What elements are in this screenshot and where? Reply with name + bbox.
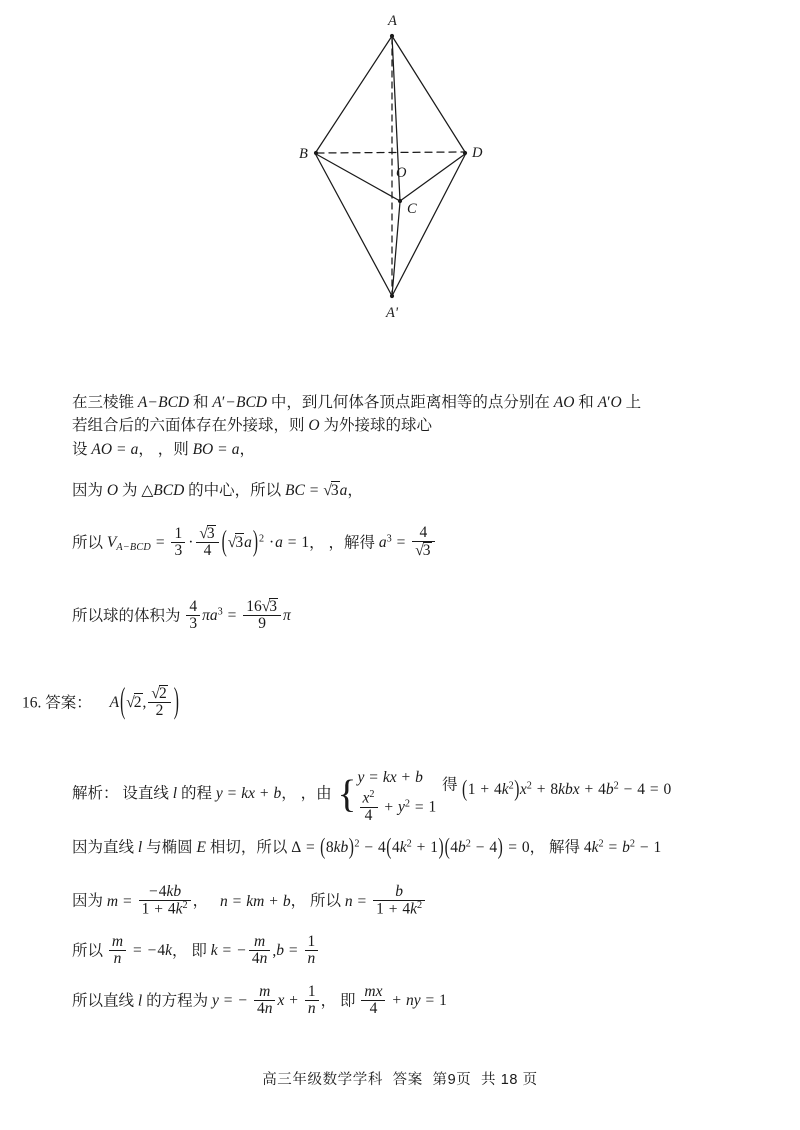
vertex-dot-C [398, 199, 402, 203]
p15-line-1 [72, 390, 641, 415]
page-footer [0, 1068, 800, 1089]
p15-line-4: 因为 O 为 △BCD 的中心，所以 BC = √3a， [72, 482, 363, 499]
p15-eq-BC: BC = √3a [285, 482, 348, 499]
p15-seg-AprimeO: A′O [597, 394, 622, 411]
p16-number: 16. [22, 694, 42, 712]
p16-s4-text-b: 即 [191, 942, 207, 960]
p16-analysis-label: 解析： [72, 785, 119, 803]
p16-answer-point: A(√2, $\frac{√2}{2}$ ) [109, 682, 179, 722]
p16-analysis-line-1: 解析： 设直线 l 的程 y = kx + b， ，由 { y = kx + b $\frac{x^2}{4}$ + $y^2 = 1$ 得 $(1 + 4k^2)x^2 + 8kbx + 4b^2 - 4 = 0$ [72, 765, 671, 824]
p16-line-l-3: l [137, 992, 143, 1010]
p15-l5-text-a: 所以 [72, 534, 104, 552]
p15-pyramid-1: A−BCD [137, 394, 190, 411]
p16-s1-result: $(1 + 4k^2)x^2 + 8kbx + 4b^2 - 4 = 0$ [462, 776, 672, 802]
p15-line-6 [72, 598, 291, 633]
p15-line-5: 所以 $V_{A-BCD}$ = $\frac{1}{3}$ · $\frac{√3}{4}$ $(√3a)^2 \cdot a = 1$， ，解得 $a^3$ = $\frac{4}{√3}$ [72, 525, 437, 560]
footer-subject: 高三年级数学学科 [262, 1072, 383, 1088]
p16-eq-m: m = $\frac{-4kb}{1 + 4k^2}$ [107, 893, 193, 910]
vertex-dot-D [463, 151, 467, 155]
p16-line-l-2: l [137, 839, 143, 856]
p16-answer-label: 答案： [45, 694, 92, 712]
p15-tri-BCD: BCD [153, 482, 185, 499]
p16-s1-text-a: 设直线 [122, 785, 169, 803]
p16-point-letter: A [109, 694, 120, 712]
vertex-dot-A [390, 34, 394, 38]
p16-s2-text-b: 与椭圆 [146, 839, 193, 856]
vertex-label-C: C [407, 201, 417, 217]
p16-eq-line-form: y = kx + b [215, 785, 282, 803]
p16-eq-m-over-n: $\frac{m}{n}$ = −4k [107, 942, 172, 959]
p16-eq-n: n = $\frac{b}{1 + 4k^2}$ [345, 893, 427, 910]
p16-s2-text-c: 相切，所以 [209, 839, 288, 856]
vertex-label-D: D [472, 145, 483, 161]
p15-sphere-volume-expr: $\frac{4}{3}$ $\pi a^3$ = $\frac{16√3}{9}$ π [184, 607, 290, 624]
p15-l1-text-d: 和 [578, 394, 594, 411]
p15-l5-text-b: ，解得 [328, 534, 376, 552]
p16-s1-text-c: ，由 [300, 785, 332, 803]
p15-l3-text-b: ，则 [157, 441, 189, 458]
p15-point-O-b: O [106, 482, 119, 499]
p15-volume-expr: $V_{A-BCD}$ = $\frac{1}{3}$ · $\frac{√3}{4}$ $(√3a)^2 \cdot a = 1$ [106, 525, 310, 560]
p16-sys-row-2: $\frac{x^2}{4}$ + $y^2 = 1$ [358, 790, 437, 824]
p16-s3-text-b: 所以 [309, 892, 341, 910]
p16-final-eq-1: y = − $\frac{m}{4n}$ x + $\frac{1}{n}$ [212, 992, 321, 1009]
p15-l4-text-c: 的中心，所以 [188, 482, 282, 499]
p15-l2-text-b: 为外接球的球心 [323, 417, 432, 434]
p16-s1-text-b: 的程 [180, 785, 212, 803]
p16-discriminant-expr: $\Delta = (8kb)^2 - 4(4k^2 + 1)(4b^2 - 4) = 0$ [291, 834, 530, 860]
p16-s5-text-b: 的方程为 [146, 992, 209, 1010]
footer-page-number: 第9页 [432, 1072, 472, 1088]
p16-final-eq-2: $\frac{mx}{4}$ + ny = 1 [359, 992, 446, 1009]
p15-point-O-a: O [308, 417, 320, 434]
p15-l1-text-c: 中，到几何体各顶点距离相等的点分别在 [270, 394, 550, 411]
edge-CD [400, 154, 465, 201]
p15-line-2 [72, 413, 432, 438]
p16-s5-text-a: 所以直线 [72, 992, 135, 1010]
p16-analysis-line-2: 因为直线 l 与椭圆 E 相切，所以 $\Delta = (8kb)^2 - 4(4k^2 + 1)(4b^2 - 4) = 0$， 解得 $4k^2 = b^2 - 1$ [72, 834, 662, 860]
p16-s3-text-a: 因为 [72, 892, 104, 910]
p15-eq-BO-a: BO = a [192, 441, 240, 458]
p16-s1-get: 得 [442, 776, 458, 794]
p16-analysis-line-4: 所以 $\frac{m}{n}$ = −4k， 即 k = − $\frac{m}{4n}$ ,b = $\frac{1}{n}$ [72, 934, 320, 968]
edge-AB [316, 36, 392, 152]
footer-page-total: 共 18 页 [481, 1072, 538, 1088]
p15-l1-text-e: 上 [625, 394, 642, 411]
vertex-dot-Aprime [390, 294, 394, 298]
vertex-label-B: B [299, 146, 308, 162]
edge-AD [392, 36, 465, 152]
left-brace-icon: { [337, 772, 357, 817]
vertex-label-A: A [388, 13, 397, 29]
p16-line-l-1: l [172, 785, 178, 803]
p16-eq-n-rel: n = km + b [219, 892, 291, 910]
p16-analysis-line-3: 因为 m = $\frac{-4kb}{1 + 4k^2}$ ， n = km + b， 所以 n = $\frac{b}{1 + 4k^2}$ [72, 884, 427, 918]
p16-ellipse-E: E [196, 839, 206, 856]
p15-eq-AO-a: AO = a [91, 441, 139, 458]
p15-l1-text-b: 和 [192, 394, 209, 411]
p16-eq-k: k = − $\frac{m}{4n}$ [211, 942, 273, 959]
p16-sys-row-1: y = kx + b [357, 769, 423, 786]
p15-result-a-cubed: $a^3$ = $\frac{4}{√3}$ [379, 534, 437, 551]
edge-BAprime [316, 155, 392, 296]
p15-l3-text-a: 设 [72, 441, 88, 458]
geometry-figure [0, 0, 800, 385]
footer-label: 答案 [392, 1072, 423, 1088]
p15-seg-AO: AO [553, 394, 575, 411]
p16-s2-then: 解得 [548, 839, 580, 856]
p15-l1-text-a: 在三棱锥 [72, 394, 135, 411]
p16-answer-line [22, 682, 180, 722]
p15-l4-text-b: 为 [121, 482, 138, 499]
vertex-dot-B [314, 151, 318, 155]
p16-s2-result: $4k^2 = b^2 - 1$ [583, 838, 662, 856]
p15-l2-text-a: 若组合后的六面体存在外接球，则 [72, 417, 305, 434]
vertex-label-O: O [396, 165, 407, 181]
bipyramid-diagram [240, 0, 560, 330]
p16-analysis-line-5: 所以直线 l 的方程为 y = − $\frac{m}{4n}$ x + $\frac{1}{n}$ ， 即 $\frac{mx}{4}$ + ny = 1 [72, 983, 447, 1018]
p15-l4-text-a: 因为 [72, 482, 104, 499]
p16-s2-text-a: 因为直线 [72, 839, 135, 856]
p15-pyramid-2: A′−BCD [212, 394, 267, 411]
p16-s5-text-b2: 即 [340, 992, 356, 1010]
p16-equation-system [338, 765, 437, 824]
edge-BD-dashed [317, 152, 464, 153]
p15-line-3: 设 AO = a， ，则 BO = a， [72, 441, 256, 458]
p16-s4-text-a: 所以 [72, 942, 104, 960]
p15-l6-text-a: 所以球的体积为 [72, 607, 181, 625]
vertex-label-Aprime: A' [386, 305, 398, 321]
p16-eq-b: b = $\frac{1}{n}$ [276, 942, 320, 959]
triangle-icon: △ [141, 482, 154, 499]
